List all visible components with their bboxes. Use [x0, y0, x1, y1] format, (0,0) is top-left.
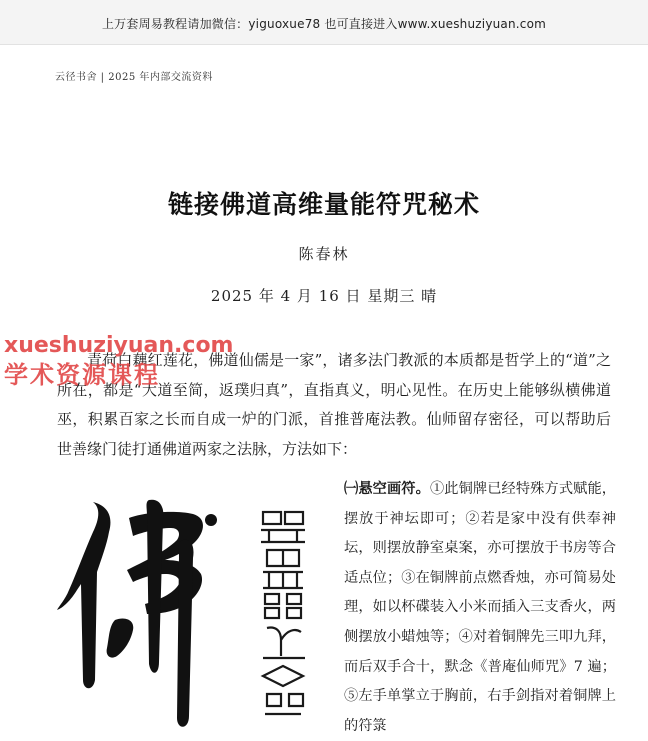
source-line: 云径书舍 | 2025 年内部交流资料 [55, 72, 213, 83]
step-heading: ㈠悬空画符。 [344, 481, 430, 497]
watermark-label: 学术资源课程 [4, 361, 160, 389]
seal-script-talisman [261, 512, 305, 714]
brush-calligraphy-character [57, 500, 217, 727]
watermark [4, 333, 234, 391]
promo-text: 上万套周易教程请加微信：yiguoxue78 也可直接进入www.xueshuziyuan.com [101, 17, 547, 31]
watermark-url: xueshuziyuan.com [4, 333, 234, 358]
intro-paragraph: 青荷白藕红莲花，佛道仙儒是一家”，诸多法门教派的本质都是哲学上的“道”之所在，都是“大道至简，返璞归真”，直指真义，明心见性。在历史上能够纵横佛道巫，积累百家之长而自成一炉的门派，首推普庵法教。仙师留存密径，可以帮助后世善缘门徒打通佛道两家之法脉，方法如下： [57, 351, 611, 458]
talisman-illustration [55, 480, 333, 732]
author-name: 陈春林 [298, 245, 350, 263]
step-body: ①此铜牌已经特殊方式赋能，摆放于神坛即可；②若是家中没有供奉神坛，则摆放静室桌案，亦可摆放于书房等合适点位；③在铜牌前点燃香烛，亦可简易处理，如以杯碟装入小米而插入三支香火，两侧摆放小蜡烛等；④对着铜牌先三叩九拜，而后双手合十，默念《普庵仙师咒》7 遍；⑤左手单掌立于胸前，右手剑指对着铜牌上的符箓 [344, 481, 616, 734]
date-line: 2025 年 4 月 16 日 星期三 晴 [210, 287, 438, 305]
calligraphy-image [55, 480, 333, 732]
step-one [344, 475, 616, 741]
page-title: 链接佛道高维量能符咒秘术 [167, 190, 480, 219]
top-banner [0, 0, 648, 45]
